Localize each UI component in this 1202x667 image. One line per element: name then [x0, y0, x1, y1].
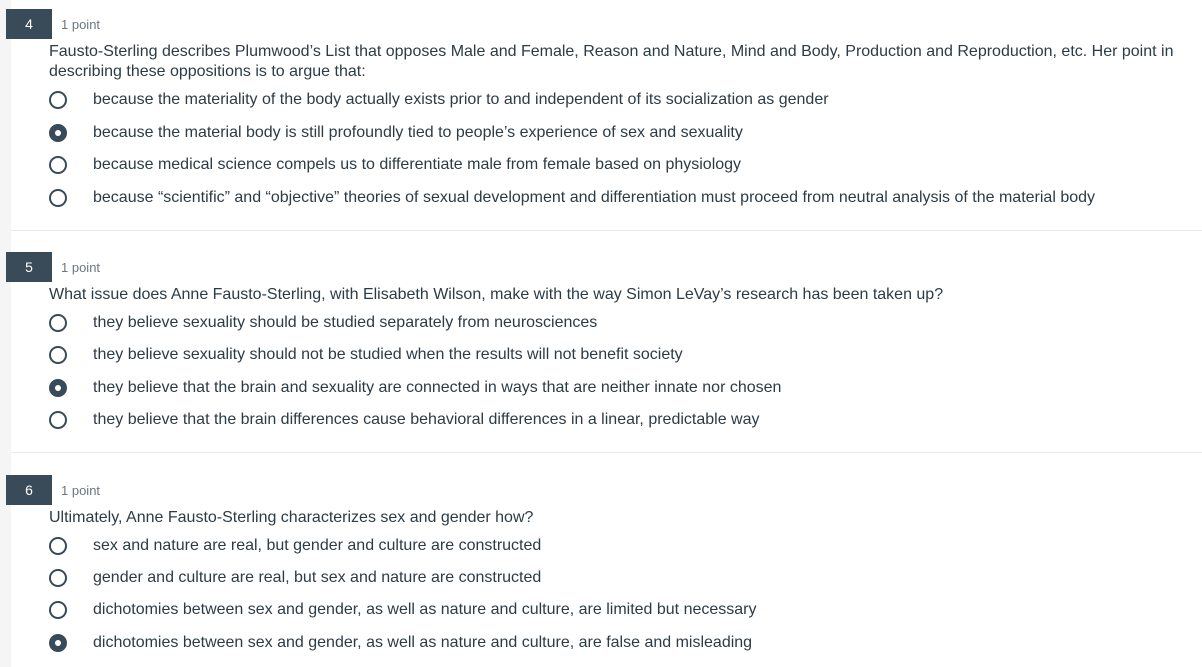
answer-label: they believe sexuality should not be studied when the results will not benefit society	[93, 346, 683, 363]
answer-option[interactable]	[49, 343, 1189, 367]
question-divider	[11, 230, 1202, 231]
question-number: 5	[6, 252, 52, 282]
answer-option[interactable]	[49, 408, 1189, 432]
answer-option[interactable]	[49, 566, 1189, 590]
left-edge	[0, 0, 11, 667]
answer-label: they believe that the brain and sexuality are connected in ways that are neither innate nor chosen	[93, 379, 782, 396]
answer-option[interactable]	[49, 376, 1189, 400]
radio-button[interactable]	[49, 537, 67, 555]
answer-label: because “scientific” and “objective” theories of sexual development and differentiation must proceed from neutral analysis of the material body	[93, 189, 1096, 206]
question-points: 1 point	[61, 16, 101, 32]
question-header	[6, 475, 100, 505]
answer-label: they believe that the brain differences cause behavioral differences in a linear, predictable way	[93, 411, 760, 428]
question-header	[6, 9, 100, 39]
answer-option[interactable]	[49, 153, 1189, 177]
answer-label: because the materiality of the body actually exists prior to and independent of its socialization as gender	[93, 91, 829, 108]
radio-button[interactable]	[49, 124, 67, 142]
radio-button[interactable]	[49, 156, 67, 174]
answer-option[interactable]	[49, 121, 1189, 145]
question-text: What issue does Anne Fausto-Sterling, with Elisabeth Wilson, make with the way Simon LeVay’s research has been taken up?	[49, 286, 944, 303]
question-number: 4	[6, 9, 52, 39]
answer-label: they believe sexuality should be studied separately from neurosciences	[93, 314, 598, 331]
radio-button[interactable]	[49, 346, 67, 364]
radio-button[interactable]	[49, 189, 67, 207]
question-header	[6, 252, 100, 282]
radio-button[interactable]	[49, 379, 67, 397]
answer-option[interactable]	[49, 631, 1189, 655]
radio-button[interactable]	[49, 569, 67, 587]
answer-option[interactable]	[49, 311, 1189, 335]
radio-button[interactable]	[49, 91, 67, 109]
question-text: Fausto-Sterling describes Plumwood’s List that opposes Male and Female, Reason and Nature, Mind and Body, Production and Reproduction, etc. Her point in describing these oppositions is to argue that:	[49, 43, 1174, 80]
answer-label: because the material body is still profoundly tied to people’s experience of sex and sexuality	[93, 124, 743, 141]
answer-label: sex and nature are real, but gender and culture are constructed	[93, 537, 542, 554]
question-divider	[11, 452, 1202, 453]
answer-label: because medical science compels us to differentiate male from female based on physiology	[93, 156, 742, 173]
radio-button[interactable]	[49, 634, 67, 652]
answer-label: gender and culture are real, but sex and nature are constructed	[93, 569, 542, 586]
question-number: 6	[6, 475, 52, 505]
answer-option[interactable]	[49, 534, 1189, 558]
radio-button[interactable]	[49, 411, 67, 429]
question-points: 1 point	[61, 259, 101, 275]
radio-button[interactable]	[49, 314, 67, 332]
answer-option[interactable]	[49, 186, 1189, 210]
answer-label: dichotomies between sex and gender, as well as nature and culture, are limited but necessary	[93, 601, 757, 618]
answer-option[interactable]	[49, 88, 1189, 112]
radio-button[interactable]	[49, 601, 67, 619]
question-text: Ultimately, Anne Fausto-Sterling characterizes sex and gender how?	[49, 509, 534, 526]
answer-option[interactable]	[49, 598, 1189, 622]
answer-label: dichotomies between sex and gender, as well as nature and culture, are false and misleading	[93, 634, 753, 651]
question-points: 1 point	[61, 482, 101, 498]
